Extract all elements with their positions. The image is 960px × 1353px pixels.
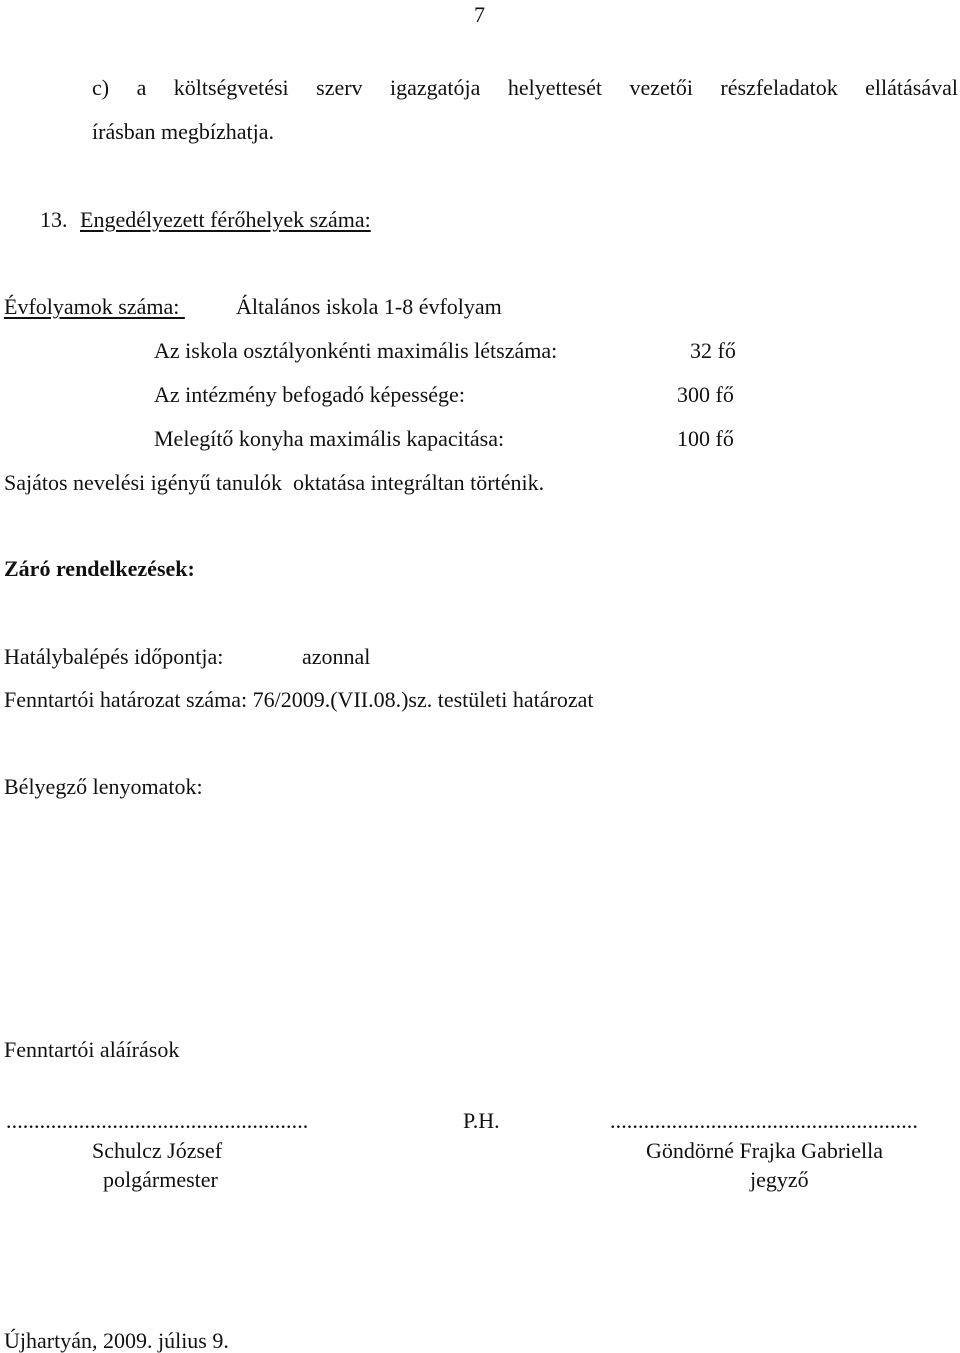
closing-title: Záró rendelkezések:	[4, 556, 195, 581]
special-needs-text: Sajátos nevelési igényű tanulók oktatása integráltan történik.	[4, 470, 545, 495]
right-signature-line: .......................................................	[610, 1108, 918, 1133]
item-c-line1: c) a költségvetési szerv igazgatója helyettesét vezetői részfeladatok ellátásával	[92, 75, 958, 100]
ph-mark: P.H.	[463, 1108, 500, 1133]
capacity-row-label: Az iskola osztályonkénti maximális létszáma:	[154, 338, 558, 363]
section-13-title: Engedélyezett férőhelyek száma:	[80, 207, 371, 232]
item-c-line2: írásban megbízhatja.	[92, 119, 275, 144]
capacity-row-value: 100 fő	[677, 426, 734, 451]
capacity-row-value: 32 fő	[690, 338, 736, 363]
signatures-title: Fenntartói aláírások	[4, 1037, 180, 1062]
capacity-row-label: Melegítő konyha maximális kapacitása:	[154, 426, 505, 451]
right-signer-name: Göndörné Frajka Gabriella	[646, 1138, 884, 1163]
grades-label: Évfolyamok száma:	[4, 294, 185, 319]
effective-date-label: Hatálybalépés időpontja:	[4, 644, 224, 669]
section-13-number: 13.	[40, 207, 68, 232]
grades-value: Általános iskola 1-8 évfolyam	[236, 294, 502, 319]
stamps-label: Bélyegző lenyomatok:	[4, 774, 203, 799]
resolution-number: Fenntartói határozat száma: 76/2009.(VII.08.)sz. testületi határozat	[4, 687, 594, 712]
effective-date-value: azonnal	[302, 644, 371, 669]
left-signature-line: ......................................................	[6, 1108, 309, 1133]
capacity-row-value: 300 fő	[677, 382, 734, 407]
left-signer-name: Schulcz József	[92, 1138, 223, 1163]
left-signer-role: polgármester	[103, 1167, 218, 1192]
right-signer-role: jegyző	[750, 1167, 809, 1192]
place-and-date: Újhartyán, 2009. július 9.	[4, 1328, 229, 1353]
capacity-row-label: Az intézmény befogadó képessége:	[154, 382, 465, 407]
page-number: 7	[474, 2, 485, 27]
